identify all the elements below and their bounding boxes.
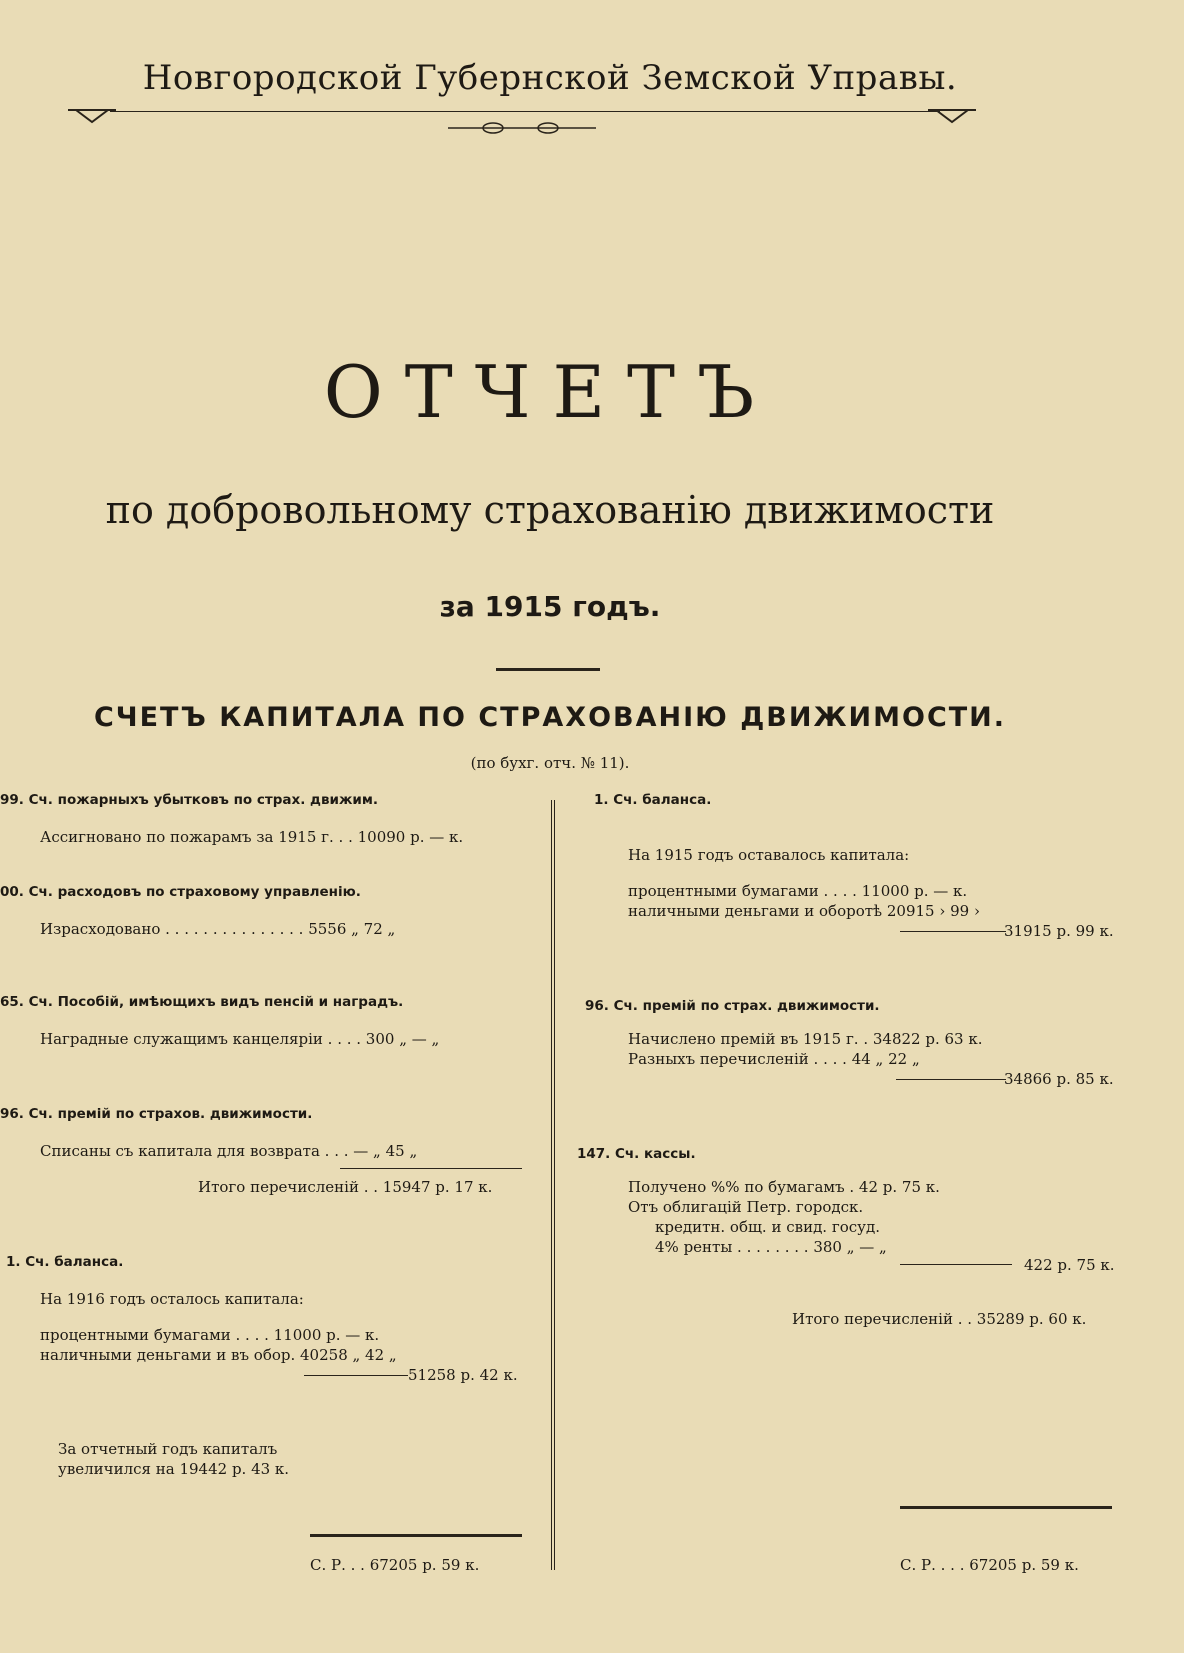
right-balance-line-3: наличными деньгами и оборотѣ 20915 › 99 › bbox=[628, 902, 980, 920]
right-cash-line-2: Отъ облигацій Петр. городск. bbox=[628, 1198, 864, 1216]
column-divider-inner bbox=[554, 800, 555, 1570]
right-balance-line-1: На 1915 годъ оставалось капитала: bbox=[628, 846, 910, 864]
left-account-96-heading: 96. Сч. премій по страхов. движимости. bbox=[0, 1106, 313, 1122]
left-account-1-heading: 1. Сч. баланса. bbox=[6, 1254, 124, 1270]
right-cash-sum: 422 р. 75 к. bbox=[1024, 1256, 1115, 1274]
left-total: Итого перечисленій . . 15947 р. 17 к. bbox=[198, 1178, 493, 1196]
right-premium-line-1: Начислено премій въ 1915 г. . 34822 р. 63 к. bbox=[628, 1030, 983, 1048]
right-premium-rule bbox=[896, 1079, 1006, 1080]
column-divider bbox=[551, 800, 552, 1570]
report-year: за 1915 годъ. bbox=[439, 590, 661, 623]
right-account-147-heading: 147. Сч. кассы. bbox=[577, 1146, 696, 1162]
left-account-99-heading: 99. Сч. пожарныхъ убытковъ по страх. движим. bbox=[0, 792, 378, 808]
left-balance-line-2: процентными бумагами . . . . 11000 р. — к. bbox=[40, 1326, 380, 1344]
left-note-line-1: За отчетный годъ капиталъ bbox=[58, 1440, 278, 1458]
right-account-96-heading: 96. Сч. премій по страх. движимости. bbox=[585, 998, 880, 1014]
left-account-00-heading: 00. Сч. расходовъ по страховому управленію. bbox=[0, 884, 361, 900]
right-total: Итого перечисленій . . 35289 р. 60 к. bbox=[792, 1310, 1087, 1328]
right-cash-line-4: 4% ренты . . . . . . . . 380 „ — „ bbox=[655, 1238, 887, 1256]
main-title: ОТЧЕТЪ bbox=[323, 350, 777, 434]
right-sr-total: С. Р. . . . 67205 р. 59 к. bbox=[900, 1556, 1079, 1574]
left-balance-line-3: наличными деньгами и въ обор. 40258 „ 42 „ bbox=[40, 1346, 397, 1364]
right-cash-line-1: Получено %% по бумагамъ . 42 р. 75 к. bbox=[628, 1178, 940, 1196]
left-account-65-heading: 65. Сч. Пособій, имѣющихъ видъ пенсій и наградъ. bbox=[0, 994, 404, 1010]
right-balance-rule bbox=[900, 931, 1006, 932]
title-divider bbox=[496, 668, 600, 671]
left-account-00-line: Израсходовано . . . . . . . . . . . . . . . 5556 „ 72 „ bbox=[40, 920, 396, 938]
center-scroll-ornament-icon bbox=[448, 118, 598, 138]
right-balance-sum: 31915 р. 99 к. bbox=[1004, 922, 1114, 940]
left-account-96-line: Списаны съ капитала для возврата . . . — „ 45 „ bbox=[40, 1142, 418, 1160]
section-reference: (по бухг. отч. № 11). bbox=[470, 754, 630, 772]
left-balance-line-1: На 1916 годъ осталось капитала: bbox=[40, 1290, 304, 1308]
left-chevron-ornament-icon bbox=[68, 104, 118, 126]
right-premium-sum: 34866 р. 85 к. bbox=[1004, 1070, 1114, 1088]
left-subtotal-rule bbox=[340, 1168, 522, 1169]
left-account-99-line: Ассигновано по пожарамъ за 1915 г. . . 10090 р. — к. bbox=[40, 828, 464, 846]
right-account-1-heading: 1. Сч. баланса. bbox=[594, 792, 712, 808]
header-rule bbox=[110, 111, 940, 112]
right-cash-line-3: кредитн. общ. и свид. госуд. bbox=[655, 1218, 880, 1236]
left-note-line-2: увеличился на 19442 р. 43 к. bbox=[58, 1460, 290, 1478]
right-final-rule bbox=[900, 1506, 1112, 1509]
right-chevron-ornament-icon bbox=[928, 104, 978, 126]
right-balance-line-2: процентными бумагами . . . . 11000 р. — к. bbox=[628, 882, 968, 900]
left-account-65-line: Наградные служащимъ канцеляріи . . . . 300 „ — „ bbox=[40, 1030, 440, 1048]
left-balance-rule bbox=[304, 1375, 408, 1376]
right-cash-rule bbox=[900, 1264, 1012, 1265]
left-sr-total: С. Р. . . 67205 р. 59 к. bbox=[310, 1556, 480, 1574]
header-title: Новгородской Губернской Земской Управы. bbox=[142, 58, 958, 98]
left-balance-sum: 51258 р. 42 к. bbox=[408, 1366, 518, 1384]
subtitle: по добровольному страхованію движимости bbox=[105, 488, 995, 532]
right-premium-line-2: Разныхъ перечисленій . . . . 44 „ 22 „ bbox=[628, 1050, 920, 1068]
left-final-rule bbox=[310, 1534, 522, 1537]
section-title: СЧЕТЪ КАПИТАЛА ПО СТРАХОВАНІЮ ДВИЖИМОСТИ. bbox=[93, 702, 1007, 733]
